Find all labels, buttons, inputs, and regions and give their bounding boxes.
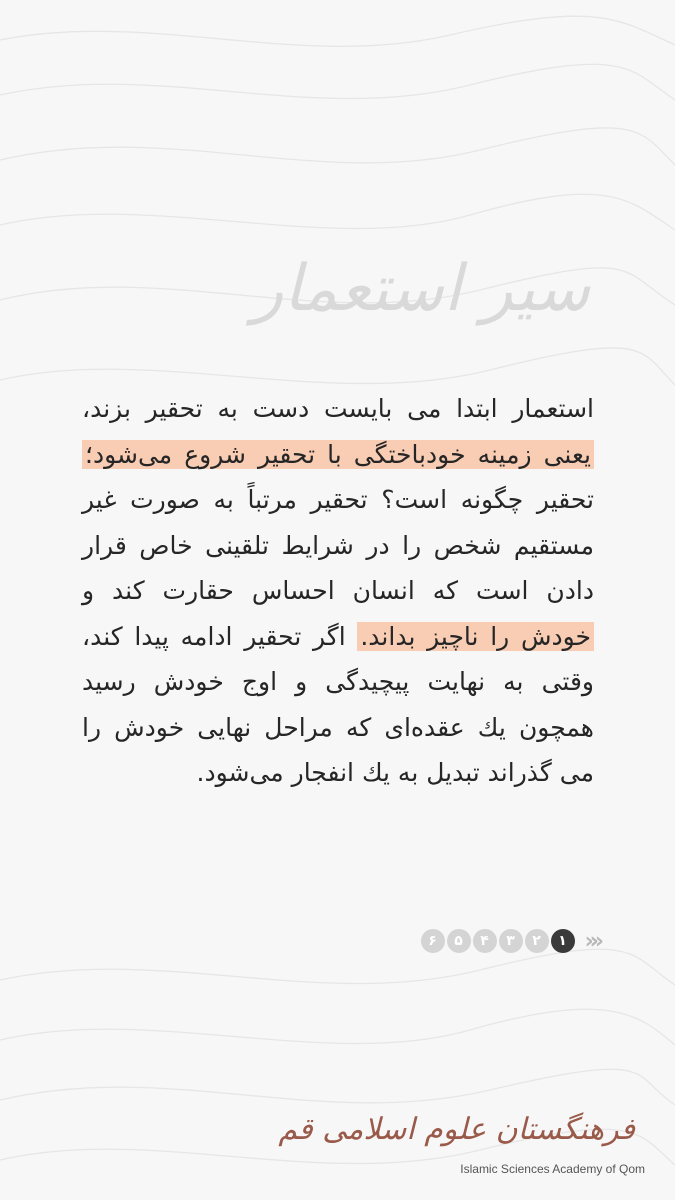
page-dot-4[interactable]: ۴ <box>473 929 497 953</box>
page-dot-6[interactable]: ۶ <box>421 929 445 953</box>
text-segment: اگر تحقیر ادامه پیدا کند، وقتی به نهایت پیچیدگی و اوج خودش رسید همچون یك عقده‌ای که مراحل نهایی خودش را می گذراند تبدیل به یك انفجار می‌شود. <box>82 621 594 787</box>
logo-english-name: Islamic Sciences Academy of Qom <box>460 1162 645 1176</box>
page-dot-5[interactable]: ۵ <box>447 929 471 953</box>
next-arrows-icon[interactable]: »» <box>584 928 595 954</box>
page-dot-1[interactable]: ۱ <box>551 929 575 953</box>
page-indicator <box>421 928 595 954</box>
highlighted-text: خودش را ناچیز بداند. <box>357 622 594 651</box>
text-segment: استعمار ابتدا می بایست دست به تحقیر بزند، <box>82 394 594 423</box>
article-text <box>82 386 594 796</box>
page-title: سیر استعمار <box>252 252 590 326</box>
highlighted-text: یعنی زمینه خودباختگی با تحقیر شروع می‌شود؛ <box>82 440 594 469</box>
academy-logo <box>278 1112 645 1184</box>
logo-calligraphy: فرهنگستان علوم اسلامی قم <box>278 1112 635 1147</box>
text-segment: تحقیر چگونه است؟ تحقیر مرتباً به صورت غیر مستقیم شخص را در شرایط تلقینی خاص قرار دادن است که انسان احساس حقارت کند و <box>82 485 594 605</box>
page-dot-2[interactable]: ۲ <box>525 929 549 953</box>
page-dot-3[interactable]: ۳ <box>499 929 523 953</box>
